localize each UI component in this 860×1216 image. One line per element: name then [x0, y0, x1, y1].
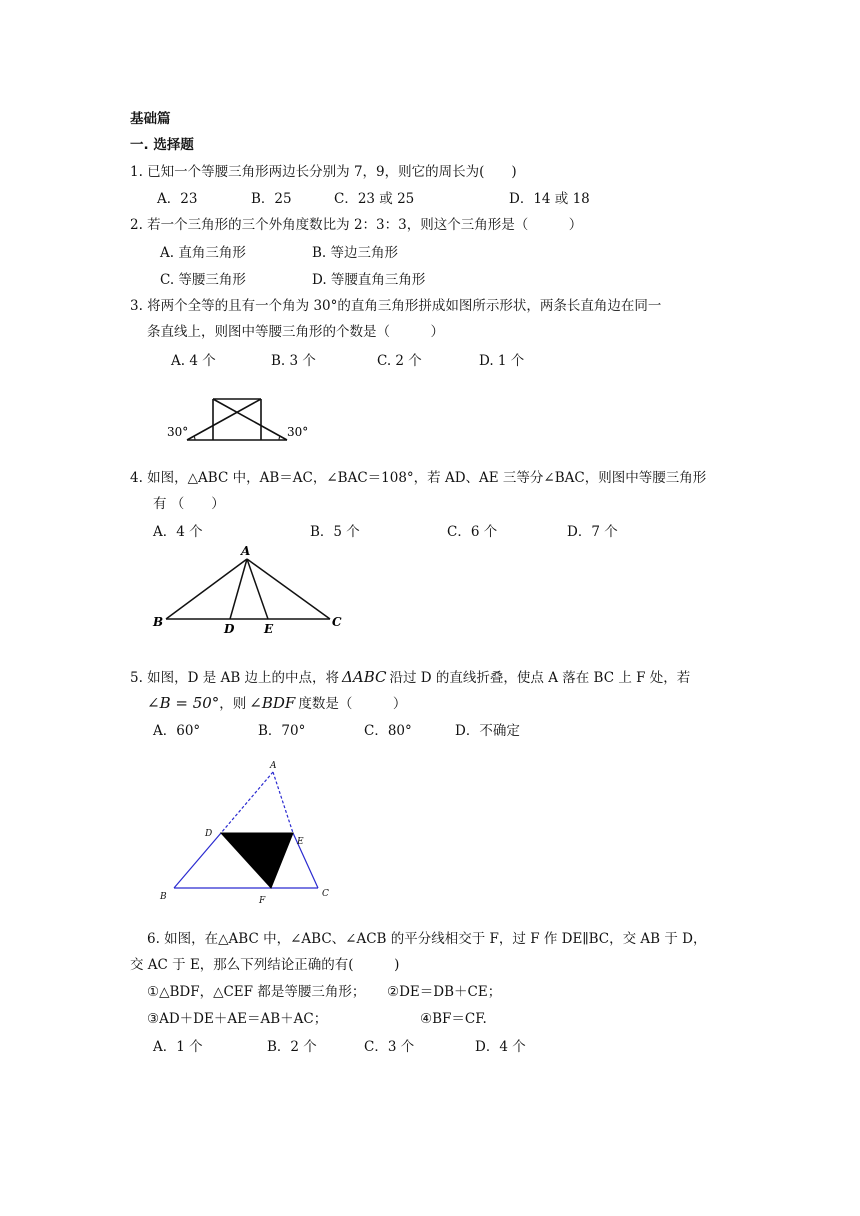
- q5-label-e: E: [297, 837, 304, 847]
- figure-q3: [165, 392, 315, 444]
- question-2-text: 2. 若一个三角形的三个外角度数比为 2：3：3，则这个三角形是（ ）: [130, 217, 583, 233]
- q1-option-d: D．14 或 18: [509, 191, 590, 207]
- q3-option-d: D. 1 个: [479, 353, 525, 369]
- section-title: 基础篇: [130, 111, 171, 127]
- q5-option-a: A．60°: [153, 723, 201, 739]
- q5-text-part3: ，则: [219, 696, 247, 712]
- q5-math-angle-bdf: ∠BDF: [249, 694, 296, 712]
- q5-option-d: D．不确定: [455, 723, 520, 739]
- q3-label-right: 30°: [287, 425, 309, 439]
- q3-label-left: 30°: [167, 425, 189, 439]
- q5-text-part1: 5. 如图，D 是 AB 边上的中点，将: [130, 670, 340, 686]
- figure-q5: [150, 758, 350, 908]
- q1-option-a: A．23: [157, 191, 198, 207]
- question-5-text-line2: [147, 694, 406, 713]
- q1-option-c: C．23 或 25: [334, 191, 415, 207]
- q4-option-b: B．5 个: [310, 524, 360, 540]
- q5-text-part2: 沿过 D 的直线折叠，使点 A 落在 BC 上 F 处，若: [389, 670, 691, 686]
- q1-option-b: B．25: [251, 191, 292, 207]
- q5-option-c: C．80°: [364, 723, 412, 739]
- q6-option-b: B．2 个: [267, 1039, 317, 1055]
- q3-option-a: A. 4 个: [171, 353, 216, 369]
- q6-option-c: C．3 个: [364, 1039, 415, 1055]
- q5-math-angle-b: ∠B = 50°: [147, 694, 220, 712]
- q6-statement-3: ③AD＋DE＋AE＝AB＋AC；: [147, 1011, 328, 1027]
- q6-statement-4: ④BF＝CF.: [420, 1011, 487, 1027]
- q6-option-a: A．1 个: [153, 1039, 203, 1055]
- question-6-text-line1: 6. 如图，在△ABC 中，∠ABC、∠ACB 的平分线相交于 F，过 F 作 DE∥BC，交 AB 于 D，: [147, 931, 707, 947]
- question-3-text-line2: 条直线上，则图中等腰三角形的个数是（ ）: [147, 324, 444, 340]
- question-5-text-line1: [130, 668, 690, 687]
- q3-option-c: C. 2 个: [377, 353, 422, 369]
- q3-option-b: B. 3 个: [271, 353, 316, 369]
- q5-label-c: C: [322, 889, 329, 899]
- part-title: 一. 选择题: [130, 137, 194, 153]
- question-4-text-line1: 4. 如图，△ABC 中，AB＝AC，∠BAC＝108°，若 AD、AE 三等分∠BAC，则图中等腰三角形: [130, 470, 707, 486]
- question-4-text-line2: 有 （ ）: [153, 496, 225, 512]
- q2-option-b: B. 等边三角形: [312, 245, 399, 261]
- q6-statement-1: ①△BDF，△CEF 都是等腰三角形；: [147, 984, 366, 1000]
- q5-option-b: B．70°: [258, 723, 306, 739]
- q5-text-part4: 度数是（ ）: [298, 696, 407, 712]
- q5-label-b: B: [160, 892, 167, 902]
- q2-option-a: A. 直角三角形: [160, 245, 246, 261]
- q4-label-a: A: [241, 544, 251, 558]
- q4-option-d: D．7 个: [567, 524, 618, 540]
- q2-option-c: C. 等腰三角形: [160, 272, 246, 288]
- q4-label-d: D: [224, 622, 235, 636]
- q2-option-d: D. 等腰直角三角形: [312, 272, 426, 288]
- question-3-text-line1: 3. 将两个全等的且有一个角为 30°的直角三角形拼成如图所示形状，两条长直角边在同一: [130, 298, 662, 314]
- q4-label-c: C: [332, 615, 342, 629]
- q5-label-d: D: [205, 829, 213, 839]
- q4-option-a: A．4 个: [153, 524, 203, 540]
- q4-label-b: B: [153, 615, 164, 629]
- question-1-text: 1. 已知一个等腰三角形两边长分别为 7，9，则它的周长为( ): [130, 164, 517, 180]
- q6-statement-2: ②DE＝DB＋CE；: [387, 984, 502, 1000]
- q6-option-d: D．4 个: [475, 1039, 526, 1055]
- question-6-text-line2: 交 AC 于 E，那么下列结论正确的有( ): [130, 957, 400, 973]
- q5-label-a: A: [270, 761, 277, 771]
- q4-option-c: C．6 个: [447, 524, 498, 540]
- q5-math-triangle: ΔABC: [342, 668, 387, 686]
- q4-label-e: E: [264, 622, 274, 636]
- figure-q4: [150, 544, 350, 636]
- q5-label-f: F: [259, 896, 266, 906]
